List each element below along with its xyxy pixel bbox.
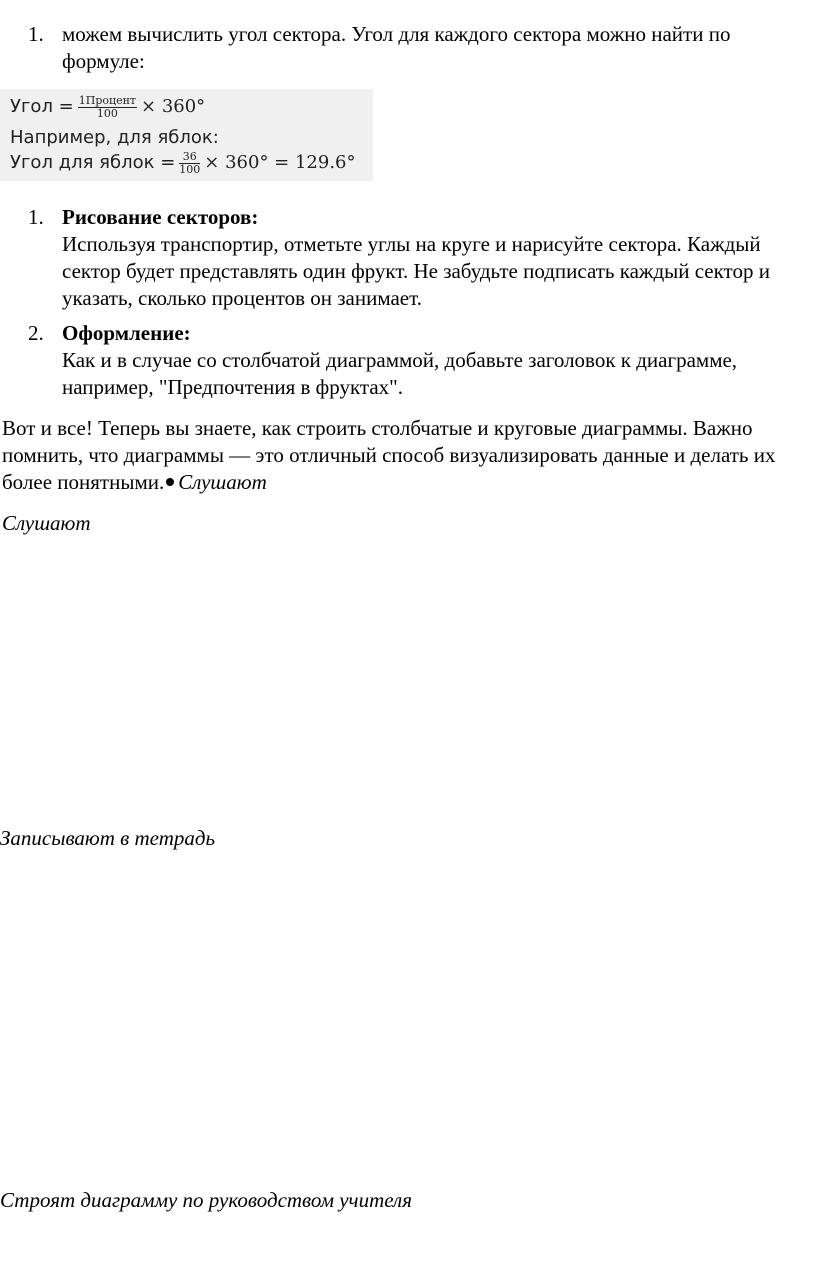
list-number: 1. [28, 205, 44, 229]
list-item-text [62, 21, 802, 75]
text-line: Как и в случае со столбчатой диаграммой, добавьте заголовок к диаграмме, [62, 348, 738, 372]
text-line: например, "Предпочтения в фруктах". [62, 375, 403, 399]
list-item-text [62, 320, 802, 401]
list-number: 1. [28, 22, 44, 46]
formula-row-2: Например, для яблок: [10, 127, 219, 148]
note-write: Записывают в тетрадь [0, 826, 216, 850]
text-line: формуле: [62, 49, 145, 73]
item-heading: Оформление: [62, 321, 191, 345]
formula-rhs: × 360° [141, 96, 206, 117]
formula-rhs: × 360° = 129.6° [204, 152, 356, 173]
text-line: можем вычислить угол сектора. Угол для каждого сектора можно найти по [62, 22, 731, 46]
text-line: Вот и все! Теперь вы знаете, как строить столбчатые и круговые диаграммы. Важно [2, 416, 753, 440]
fraction-numerator: 1Процент [78, 93, 137, 107]
formula-row-1 [10, 93, 205, 120]
text-line: Используя транспортир, отметьте углы на круге и нарисуйте сектора. Каждый [62, 232, 761, 256]
fraction [78, 95, 137, 120]
conclusion-paragraph [2, 415, 802, 496]
formula-row-3 [10, 149, 356, 176]
formula-image [0, 89, 373, 181]
text-line [2, 469, 802, 496]
fraction [179, 151, 200, 176]
text-line: сектор будет представлять один фрукт. Не забудьте подписать каждый сектор и [62, 259, 770, 283]
item-heading: Рисование секторов: [62, 205, 259, 229]
list-item-text [62, 204, 802, 312]
note-build: Строят диаграмму по руководством учителя [0, 1188, 412, 1212]
formula-lhs: Угол = [10, 96, 74, 117]
formula-lhs: Угол для яблок = [10, 152, 176, 173]
list-number: 2. [28, 321, 44, 345]
inline-note: Слушают [178, 470, 267, 494]
bullet-icon [166, 478, 174, 486]
text-fragment: более понятными. [2, 470, 165, 494]
text-line: помнить, что диаграммы — это отличный способ визуализировать данные и делать их [2, 443, 776, 467]
text-line: указать, сколько процентов он занимает. [62, 286, 422, 310]
fraction-denominator: 100 [96, 106, 118, 120]
fraction-denominator: 100 [179, 162, 201, 176]
note-listen: Слушают [2, 511, 91, 535]
fraction-numerator: 36 [179, 151, 200, 164]
